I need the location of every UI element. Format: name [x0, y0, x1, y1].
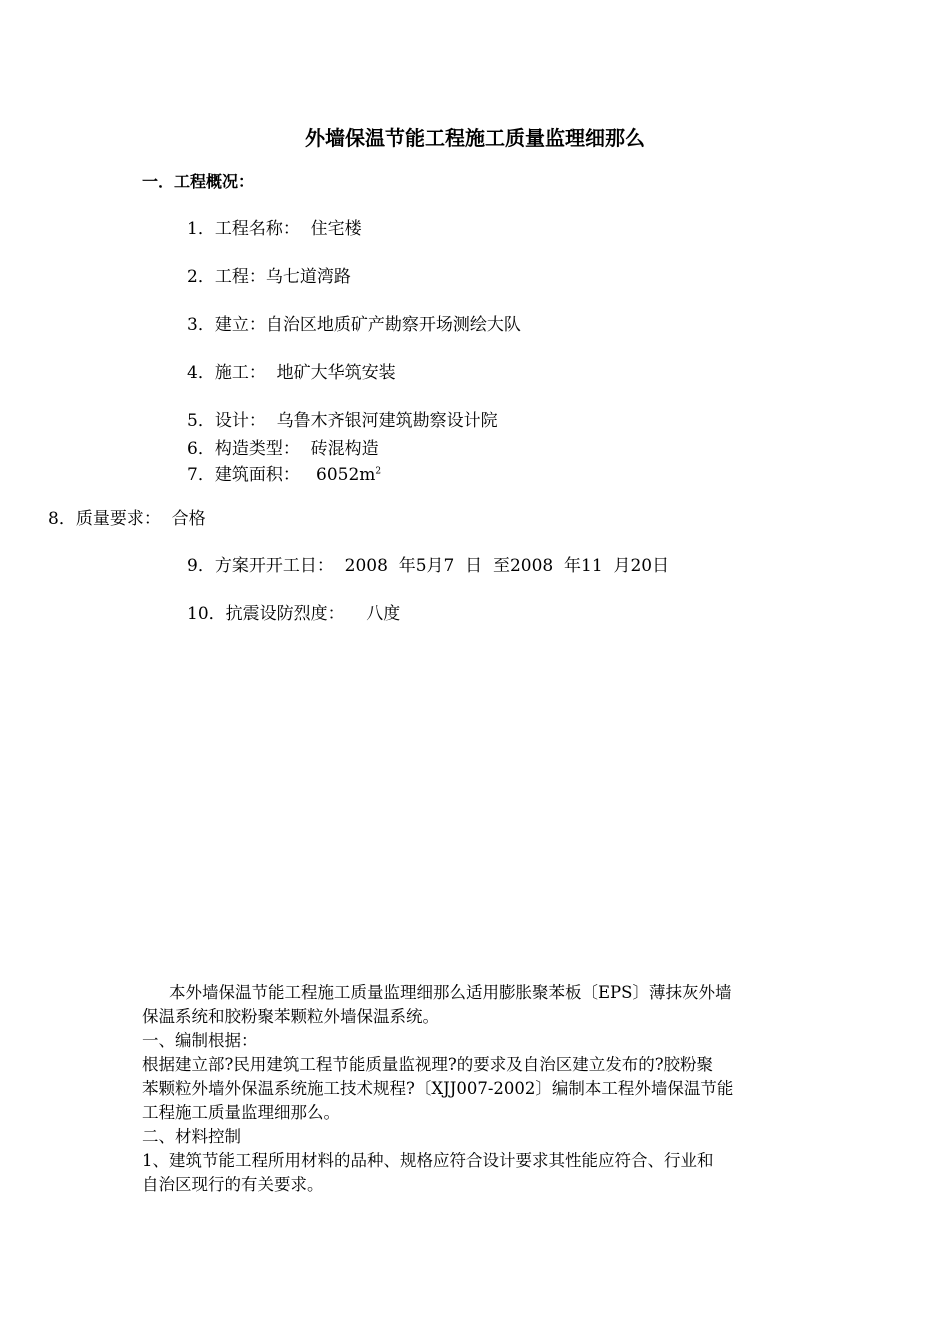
document-title: 外墙保温节能工程施工质量监理细那么: [305, 126, 645, 150]
overview-item-schedule: 9．方案开开工日： 2008 年5月7 日 至2008 年11 月20日: [187, 556, 670, 576]
overview-item-seismic: 10．抗震设防烈度： 八度: [187, 604, 401, 624]
material-heading: 二、材料控制: [142, 1127, 241, 1146]
basis-heading: 一、编制根据：: [142, 1031, 258, 1050]
intro-paragraph-line: 保温系统和胶粉聚苯颗粒外墙保温系统。: [142, 1007, 439, 1026]
section-heading-overview: 一．工程概况：: [142, 172, 255, 191]
building-area-text: 7．建筑面积： 6052m: [187, 465, 376, 485]
overview-item-structure-type: 6．构造类型： 砖混构造: [187, 439, 379, 459]
overview-item-project-name: 1．工程名称： 住宅楼: [187, 219, 362, 239]
basis-paragraph-line: 工程施工质量监理细那么。: [142, 1103, 340, 1122]
overview-item-designer: 5．设计： 乌鲁木齐银河建筑勘察设计院: [187, 411, 498, 431]
basis-paragraph-line: 苯颗粒外墙外保温系统施工技术规程?〔XJJ007-2002〕编制本工程外墙保温节能: [142, 1079, 734, 1098]
overview-item-builder: 3．建立：自治区地质矿产勘察开场测绘大队: [187, 315, 521, 335]
area-superscript: 2: [375, 466, 382, 477]
intro-paragraph-line: 本外墙保温节能工程施工质量监理细那么适用膨胀聚苯板〔EPS〕薄抹灰外墙: [169, 983, 732, 1002]
overview-item-building-area: [187, 463, 381, 487]
overview-item-location: 2．工程：乌七道湾路: [187, 267, 351, 287]
material-paragraph-line: 自治区现行的有关要求。: [142, 1175, 324, 1194]
basis-paragraph-line: 根据建立部?民用建筑工程节能质量监视理?的要求及自治区建立发布的?胶粉聚: [142, 1055, 714, 1074]
body-text-block: [142, 981, 818, 1197]
overview-item-quality: 8．质量要求： 合格: [48, 509, 206, 529]
material-paragraph-line: 1、建筑节能工程所用材料的品种、规格应符合设计要求其性能应符合、行业和: [142, 1151, 714, 1170]
overview-item-contractor: 4．施工： 地矿大华筑安装: [187, 363, 396, 383]
